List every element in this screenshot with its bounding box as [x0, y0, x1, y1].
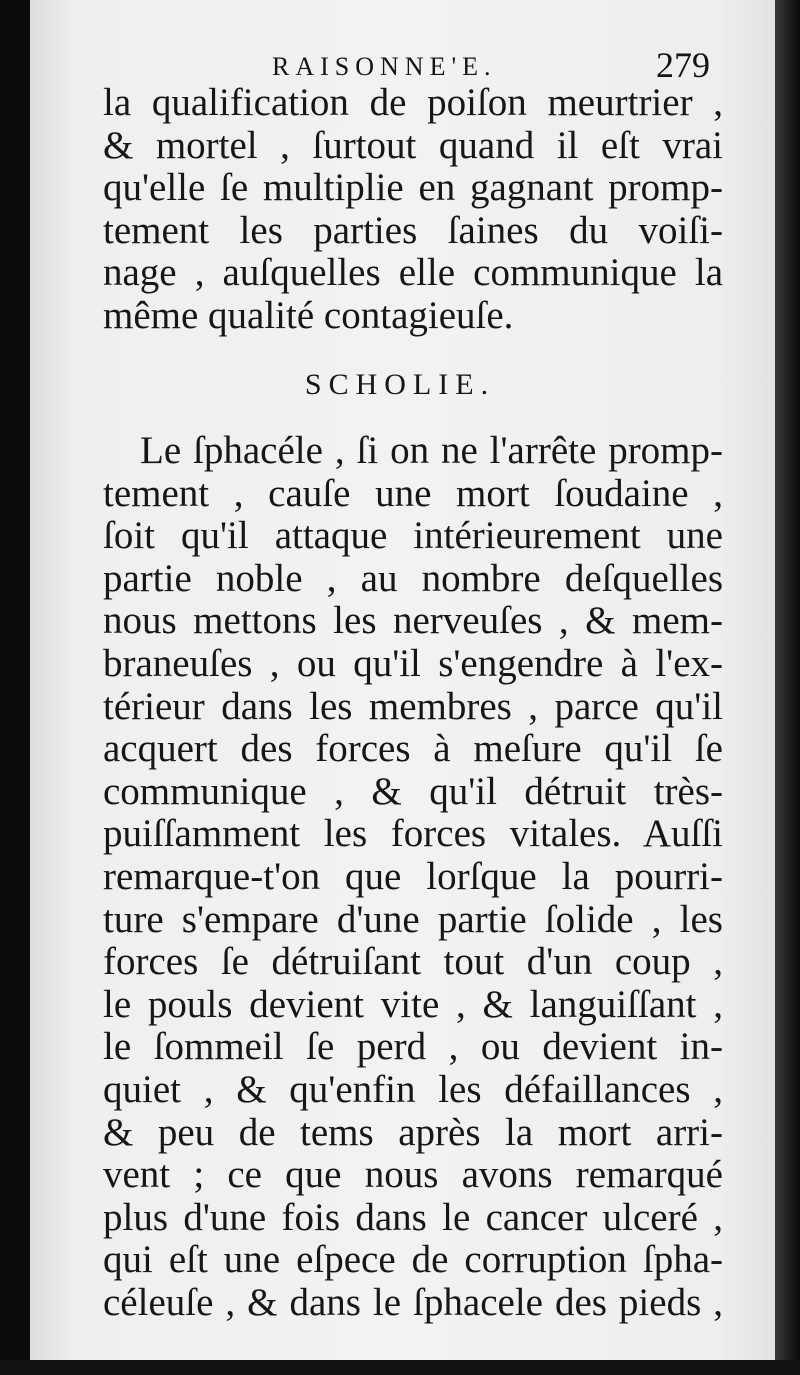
text-line: forces ſe détruiſant tout d'un coup ,	[103, 940, 723, 984]
text-line: acquert des forces à meſure qu'il ſe	[103, 727, 723, 771]
section-heading: SCHOLIE.	[304, 368, 496, 401]
text-line: quiet , & qu'enfin les défaillances ,	[103, 1067, 723, 1111]
text-line: braneuſes , ou qu'il s'engendre à l'ex-	[103, 641, 723, 685]
text-line: communique , & qu'il détruit très-	[103, 769, 723, 813]
text-line: ture s'empare d'une partie ſolide , les	[103, 897, 723, 941]
text-line: térieur dans les membres , parce qu'il	[103, 684, 723, 728]
page-edge-shadow	[775, 0, 800, 1375]
text-line: le ſommeil ſe perd , ou devient in-	[103, 1025, 723, 1069]
text-line: qu'elle ſe multiplie en gagnant promp-	[103, 166, 723, 210]
text-line: plus d'une fois dans le cancer ulceré ,	[103, 1195, 723, 1239]
text-line: & peu de tems après la mort arri-	[103, 1110, 723, 1154]
text-line: puiſſamment les forces vitales. Auſſi	[103, 812, 723, 856]
text-line: qui eſt une eſpece de corruption ſpha-	[103, 1238, 723, 1282]
text-line: nous mettons les nerveuſes , & mem-	[103, 599, 723, 643]
page-number: 279	[656, 45, 710, 85]
text-line: tement , cauſe une mort ſoudaine ,	[103, 471, 723, 515]
page-bottom-shadow	[0, 1360, 800, 1375]
text-line: céleuſe , & dans le ſphacele des pieds ,	[103, 1280, 723, 1324]
text-line: même qualité contagieuſe.	[103, 293, 514, 337]
text-line: le pouls devient vite , & languiſſant ,	[103, 982, 723, 1026]
paragraph-scholie	[103, 430, 723, 1324]
text-line: Le ſphacéle , ſi on ne l'arrête promp-	[140, 429, 723, 472]
text-line: nage , auſquelles elle communique la	[103, 251, 723, 295]
text-line: partie noble , au nombre deſquelles	[103, 556, 723, 600]
text-line: remarque-t'on que lorſque la pourri-	[103, 854, 723, 898]
text-line: & mortel , ſurtout quand il eſt vrai	[103, 123, 723, 167]
text-line: vent ; ce que nous avons remarqué	[103, 1153, 723, 1197]
paragraph-intro	[103, 82, 723, 338]
running-title: RAISONNE'E.	[272, 52, 497, 81]
text-line: la qualification de poiſon meurtrier ,	[103, 81, 723, 124]
text-line: ſoit qu'il attaque intérieurement une	[103, 514, 723, 558]
text-line: tement les parties ſaines du voiſi-	[103, 208, 723, 252]
